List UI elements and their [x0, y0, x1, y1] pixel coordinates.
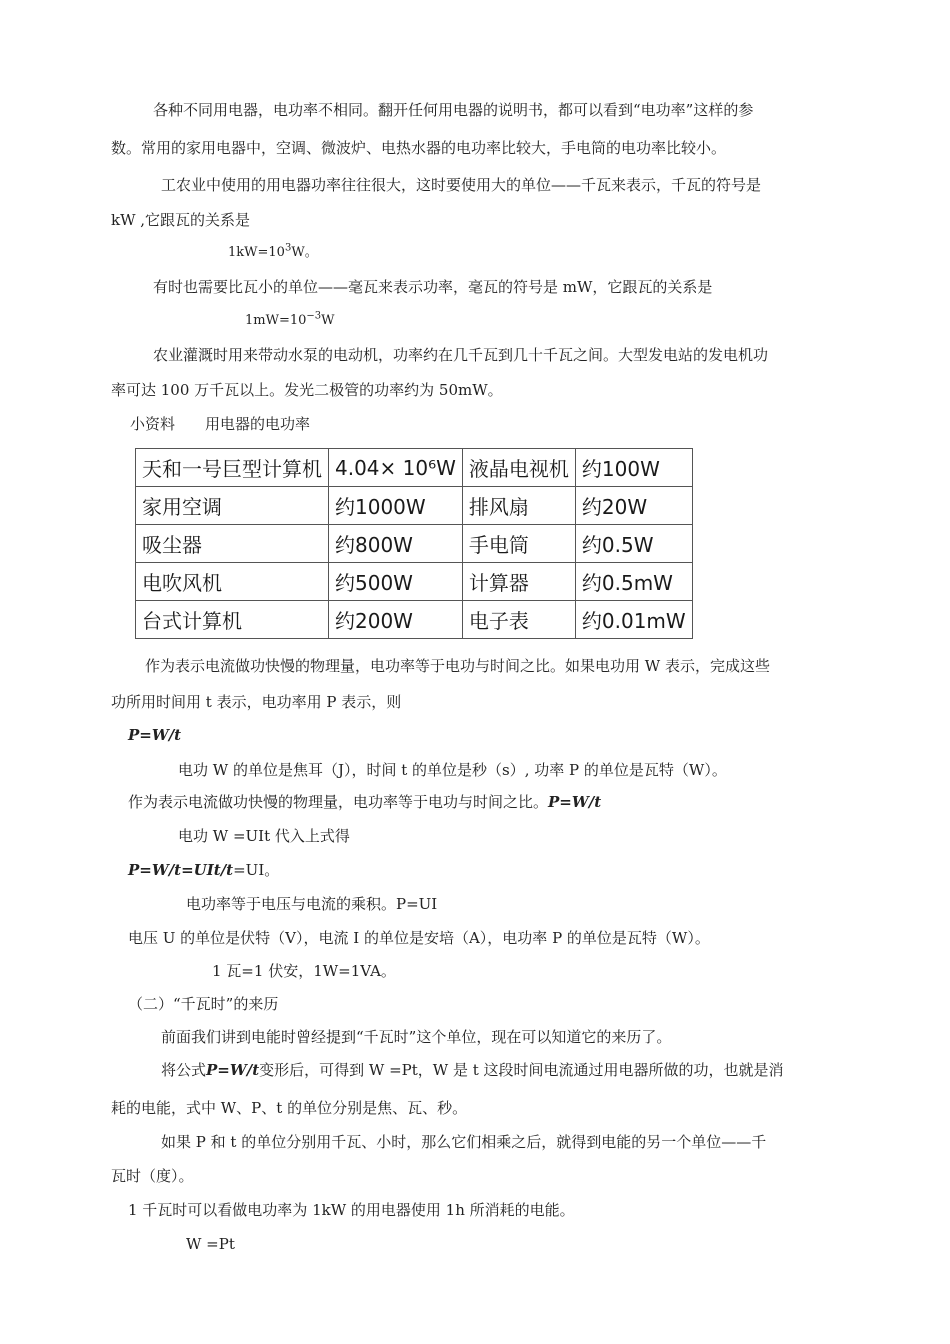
equation-mw-base: 1mW=10 [245, 313, 307, 328]
power-value-cell: 约800W [329, 525, 463, 563]
formula-w-pt: W =Pt [186, 1235, 235, 1253]
appliance-name-cell: 手电筒 [462, 525, 575, 563]
appliance-name-cell: 台式计算机 [136, 601, 329, 639]
paragraph-line: 功所用时间用 t 表示，电功率用 P 表示，则 [111, 693, 402, 711]
power-table [135, 448, 693, 639]
paragraph-text: 将公式 [161, 1061, 207, 1079]
power-table-row [136, 525, 693, 563]
info-label: 小资料 用电器的电功率 [130, 415, 311, 433]
power-value-cell: 约500W [329, 563, 463, 601]
power-table-row [136, 487, 693, 525]
equation-mw-unit: W [321, 313, 335, 328]
paragraph-line: 工农业中使用的用电器功率往往很大，这时要使用大的单位——千瓦来表示，千瓦的符号是 [161, 176, 762, 194]
paragraph-line: 电功率等于电压与电流的乘积。P=UI [186, 895, 438, 913]
paragraph-line: kW ,它跟瓦的关系是 [111, 211, 251, 229]
appliance-name-cell: 液晶电视机 [462, 449, 575, 487]
paragraph-line: 有时也需要比瓦小的单位——毫瓦来表示功率，毫瓦的符号是 mW，它跟瓦的关系是 [153, 278, 713, 296]
paragraph-line [128, 792, 601, 812]
paragraph-line: 数。常用的家用电器中，空调、微波炉、电热水器的电功率比较大，手电筒的电功率比较小。 [111, 139, 727, 157]
appliance-name-cell: 计算器 [462, 563, 575, 601]
equation-kw-unit: W。 [291, 245, 318, 260]
equation-mw [245, 311, 335, 331]
paragraph-line: 1 千瓦时可以看做电功率为 1kW 的用电器使用 1h 所消耗的电能。 [128, 1201, 575, 1219]
section-heading: （二）“千瓦时”的来历 [128, 995, 279, 1013]
appliance-name-cell: 天和一号巨型计算机 [136, 449, 329, 487]
power-value-cell: 约0.01mW [575, 601, 692, 639]
paragraph-text: 变形后，可得到 W =Pt，W 是 t 这段时间电流通过用电器所做的功，也就是消 [259, 1061, 784, 1079]
formula-inline: P=W/t [548, 793, 602, 811]
formula-ui-main: P=W/t=UIt/t [128, 861, 234, 879]
equation-mw-exponent: −3 [306, 310, 322, 322]
power-table-row [136, 601, 693, 639]
power-value-cell: 约0.5W [575, 525, 692, 563]
power-value-cell: 约1000W [329, 487, 463, 525]
appliance-name-cell: 电子表 [462, 601, 575, 639]
paragraph-line: 如果 P 和 t 的单位分别用千瓦、小时，那么它们相乘之后，就得到电能的另一个单位——千 [161, 1133, 767, 1151]
formula-ui-tail: =UI。 [233, 861, 280, 879]
paragraph-line: 农业灌溉时用来带动水泵的电动机，功率约在几千瓦到几十千瓦之间。大型发电站的发电机功 [153, 346, 769, 364]
power-value-cell: 约200W [329, 601, 463, 639]
formula-ui [128, 860, 279, 880]
equation-kw-base: 1kW=10 [228, 245, 285, 260]
formula-power: P=W/t [128, 726, 182, 744]
paragraph-text: 作为表示电流做功快慢的物理量，电功率等于电功与时间之比。 [128, 793, 549, 811]
paragraph-line: 前面我们讲到电能时曾经提到“千瓦时”这个单位，现在可以知道它的来历了。 [161, 1028, 672, 1046]
power-value-cell: 约20W [575, 487, 692, 525]
equation-kw-exponent: 3 [284, 242, 292, 254]
paragraph-line: 电功 W 的单位是焦耳（J），时间 t 的单位是秒（s）, 功率 P 的单位是瓦特（W）。 [178, 761, 727, 779]
paragraph-line [161, 1060, 784, 1080]
paragraph-line: 瓦时（度）。 [111, 1167, 194, 1185]
paragraph-line: 耗的电能，式中 W、P、t 的单位分别是焦、瓦、秒。 [111, 1099, 468, 1117]
paragraph-line: 电压 U 的单位是伏特（V），电流 I 的单位是安培（A），电功率 P 的单位是瓦特（W）。 [128, 929, 710, 947]
appliance-name-cell: 家用空调 [136, 487, 329, 525]
power-table-row [136, 563, 693, 601]
power-value-cell: 约100W [575, 449, 692, 487]
formula-inline: P=W/t [206, 1061, 260, 1079]
appliance-name-cell: 吸尘器 [136, 525, 329, 563]
paragraph-line: 电功 W =UIt 代入上式得 [178, 827, 350, 845]
paragraph-line: 1 瓦=1 伏安，1W=1VA。 [212, 962, 396, 980]
paragraph-line: 各种不同用电器，电功率不相同。翻开任何用电器的说明书，都可以看到“电功率”这样的参 [153, 101, 754, 119]
appliance-name-cell: 电吹风机 [136, 563, 329, 601]
power-table-row [136, 449, 693, 487]
appliance-name-cell: 排风扇 [462, 487, 575, 525]
equation-kw [228, 243, 318, 263]
power-value-cell: 4.04× 10⁶W [329, 449, 463, 487]
power-value-cell: 约0.5mW [575, 563, 692, 601]
paragraph-line: 率可达 100 万千瓦以上。发光二极管的功率约为 50mW。 [111, 381, 503, 399]
paragraph-line: 作为表示电流做功快慢的物理量，电功率等于电功与时间之比。如果电功用 W 表示，完成这些 [145, 657, 770, 675]
